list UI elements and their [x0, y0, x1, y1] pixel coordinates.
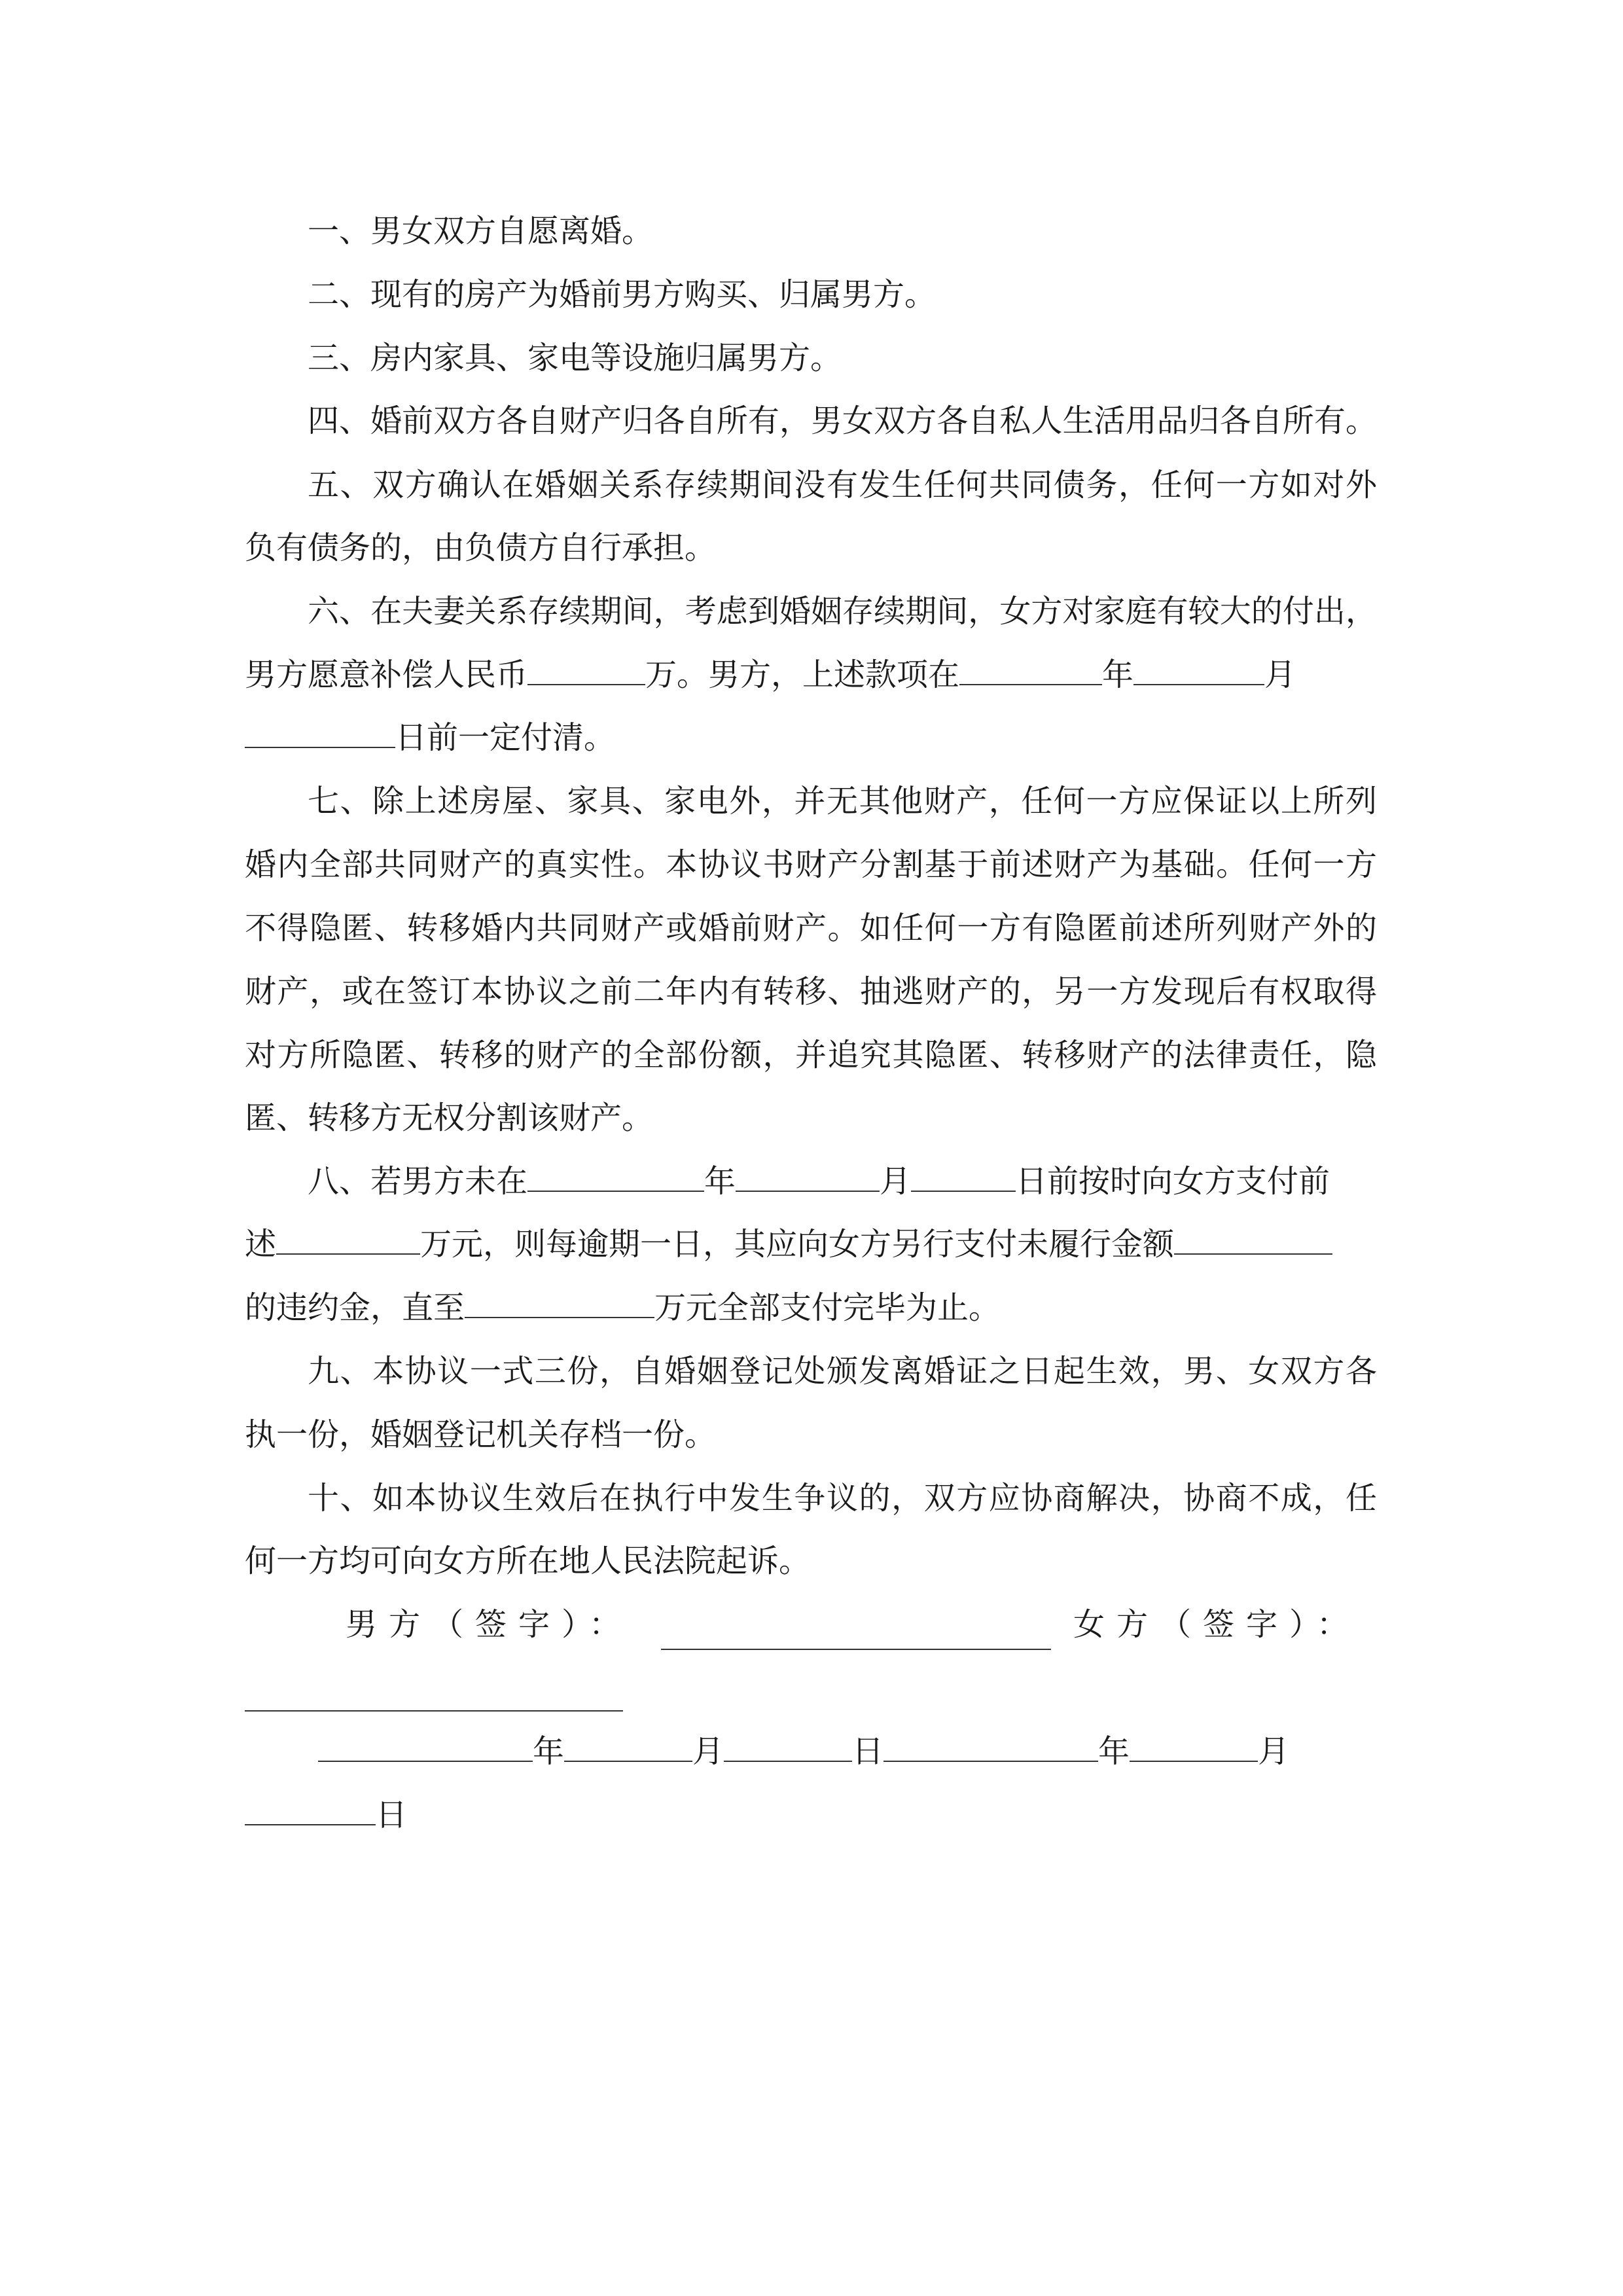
clause-8-line-2: [245, 1225, 1377, 1264]
clause-6-text-d: 月: [1264, 656, 1296, 693]
clause-7-line-3: 不得隐匿、转移婚内共同财产或婚前财产。如任何一方有隐匿前述所列财产外的: [245, 910, 1377, 946]
year-blank[interactable]: [959, 659, 1102, 685]
clause-8-line-1: [308, 1162, 1377, 1201]
female-year-label: 年: [1098, 1733, 1130, 1770]
clause-9-line-2: 执一份，婚姻登记机关存档一份。: [245, 1416, 717, 1453]
year-blank[interactable]: [527, 1166, 704, 1192]
month-blank[interactable]: [736, 1166, 880, 1192]
clause-9-line-1: 九、本协议一式三份，自婚姻登记处颁发离婚证之日起生效，男、女双方各: [308, 1353, 1377, 1390]
clause-8-text-e: 述: [245, 1226, 277, 1263]
male-month-label: 月: [692, 1733, 724, 1770]
clause-8-text-g: 的违约金，直至: [245, 1289, 465, 1326]
day-blank[interactable]: [911, 1166, 1016, 1192]
clause-10-line-1: 十、如本协议生效后在执行中发生争议的，双方应协商解决，协商不成，任: [308, 1480, 1377, 1516]
male-year-blank[interactable]: [318, 1736, 533, 1762]
clause-6-text-c: 年: [1102, 656, 1134, 693]
clause-5-line-2: 负有债务的，由负债方自行承担。: [245, 529, 717, 566]
amount-blank[interactable]: [465, 1292, 654, 1318]
clause-8-text-d: 日前按时向女方支付前: [1016, 1163, 1330, 1200]
clause-10-line-2: 何一方均可向女方所在地人民法院起诉。: [245, 1543, 811, 1579]
signing-date-line-2: [245, 1795, 1377, 1835]
male-year-label: 年: [533, 1733, 565, 1770]
clause-8-text-h: 万元全部支付完毕为止。: [654, 1289, 1001, 1326]
amount-blank[interactable]: [527, 659, 645, 685]
clause-5-line-1: 五、双方确认在婚姻关系存续期间没有发生任何共同债务，任何一方如对外: [308, 467, 1377, 503]
female-year-blank[interactable]: [883, 1736, 1098, 1762]
clause-8-text-c: 月: [880, 1163, 912, 1200]
female-month-blank[interactable]: [1130, 1736, 1258, 1762]
female-day-blank[interactable]: [245, 1799, 376, 1825]
clause-6-line-1: 六、在夫妻关系存续期间，考虑到婚姻存续期间，女方对家庭有较大的付出，: [308, 593, 1377, 630]
male-day-blank[interactable]: [724, 1736, 852, 1762]
clause-3: 三、房内家具、家电等设施归属男方。: [308, 340, 842, 376]
clause-7-line-4: 财产，或在签订本协议之前二年内有转移、抽逃财产的，另一方发现后有权取得: [245, 973, 1377, 1010]
clause-2: 二、现有的房产为婚前男方购买、归属男方。: [308, 276, 936, 313]
clause-7-line-5: 对方所隐匿、转移的财产的全部份额，并追究其隐匿、转移财产的法律责任，隐: [245, 1037, 1377, 1073]
clause-8-line-3: [245, 1288, 1377, 1327]
female-day-label: 日: [376, 1797, 408, 1833]
amount-blank[interactable]: [276, 1229, 420, 1255]
clause-7-line-2: 婚内全部共同财产的真实性。本协议书财产分割基于前述财产为基础。任何一方: [245, 846, 1377, 883]
clause-6-text-b: 万。男方，上述款项在: [645, 656, 960, 693]
female-month-label: 月: [1258, 1733, 1290, 1770]
clause-8-text-a: 八、若男方未在: [308, 1163, 528, 1200]
amount-blank[interactable]: [1174, 1229, 1332, 1255]
month-blank[interactable]: [1133, 659, 1264, 685]
female-signature-line[interactable]: [245, 1710, 623, 1712]
clause-6-text-e: 日前一定付清。: [395, 719, 616, 756]
day-blank[interactable]: [245, 722, 395, 748]
clause-7-line-6: 匿、转移方无权分割该财产。: [245, 1100, 654, 1136]
clause-1: 一、男女双方自愿离婚。: [308, 213, 654, 249]
clause-6-line-3: [245, 718, 1377, 757]
male-month-blank[interactable]: [564, 1736, 692, 1762]
male-day-label: 日: [852, 1733, 884, 1770]
female-signature-label: 女方（签字）：: [1073, 1606, 1361, 1643]
clause-4: 四、婚前双方各自财产归各自所有，男女双方各自私人生活用品归各自所有。: [308, 403, 1377, 439]
clause-6-text-a: 男方愿意补偿人民币: [245, 656, 528, 693]
male-signature-label: 男方（签字）：: [346, 1606, 633, 1643]
clause-7-line-1: 七、除上述房屋、家具、家电外，并无其他财产，任何一方应保证以上所列: [308, 783, 1377, 819]
clause-6-line-2: [245, 655, 1377, 694]
clause-8-text-b: 年: [704, 1163, 736, 1200]
signing-date-line: [318, 1732, 1378, 1771]
clause-8-text-f: 万元，则每逾期一日，其应向女方另行支付未履行金额: [420, 1226, 1175, 1263]
male-signature-line[interactable]: [661, 1649, 1051, 1650]
